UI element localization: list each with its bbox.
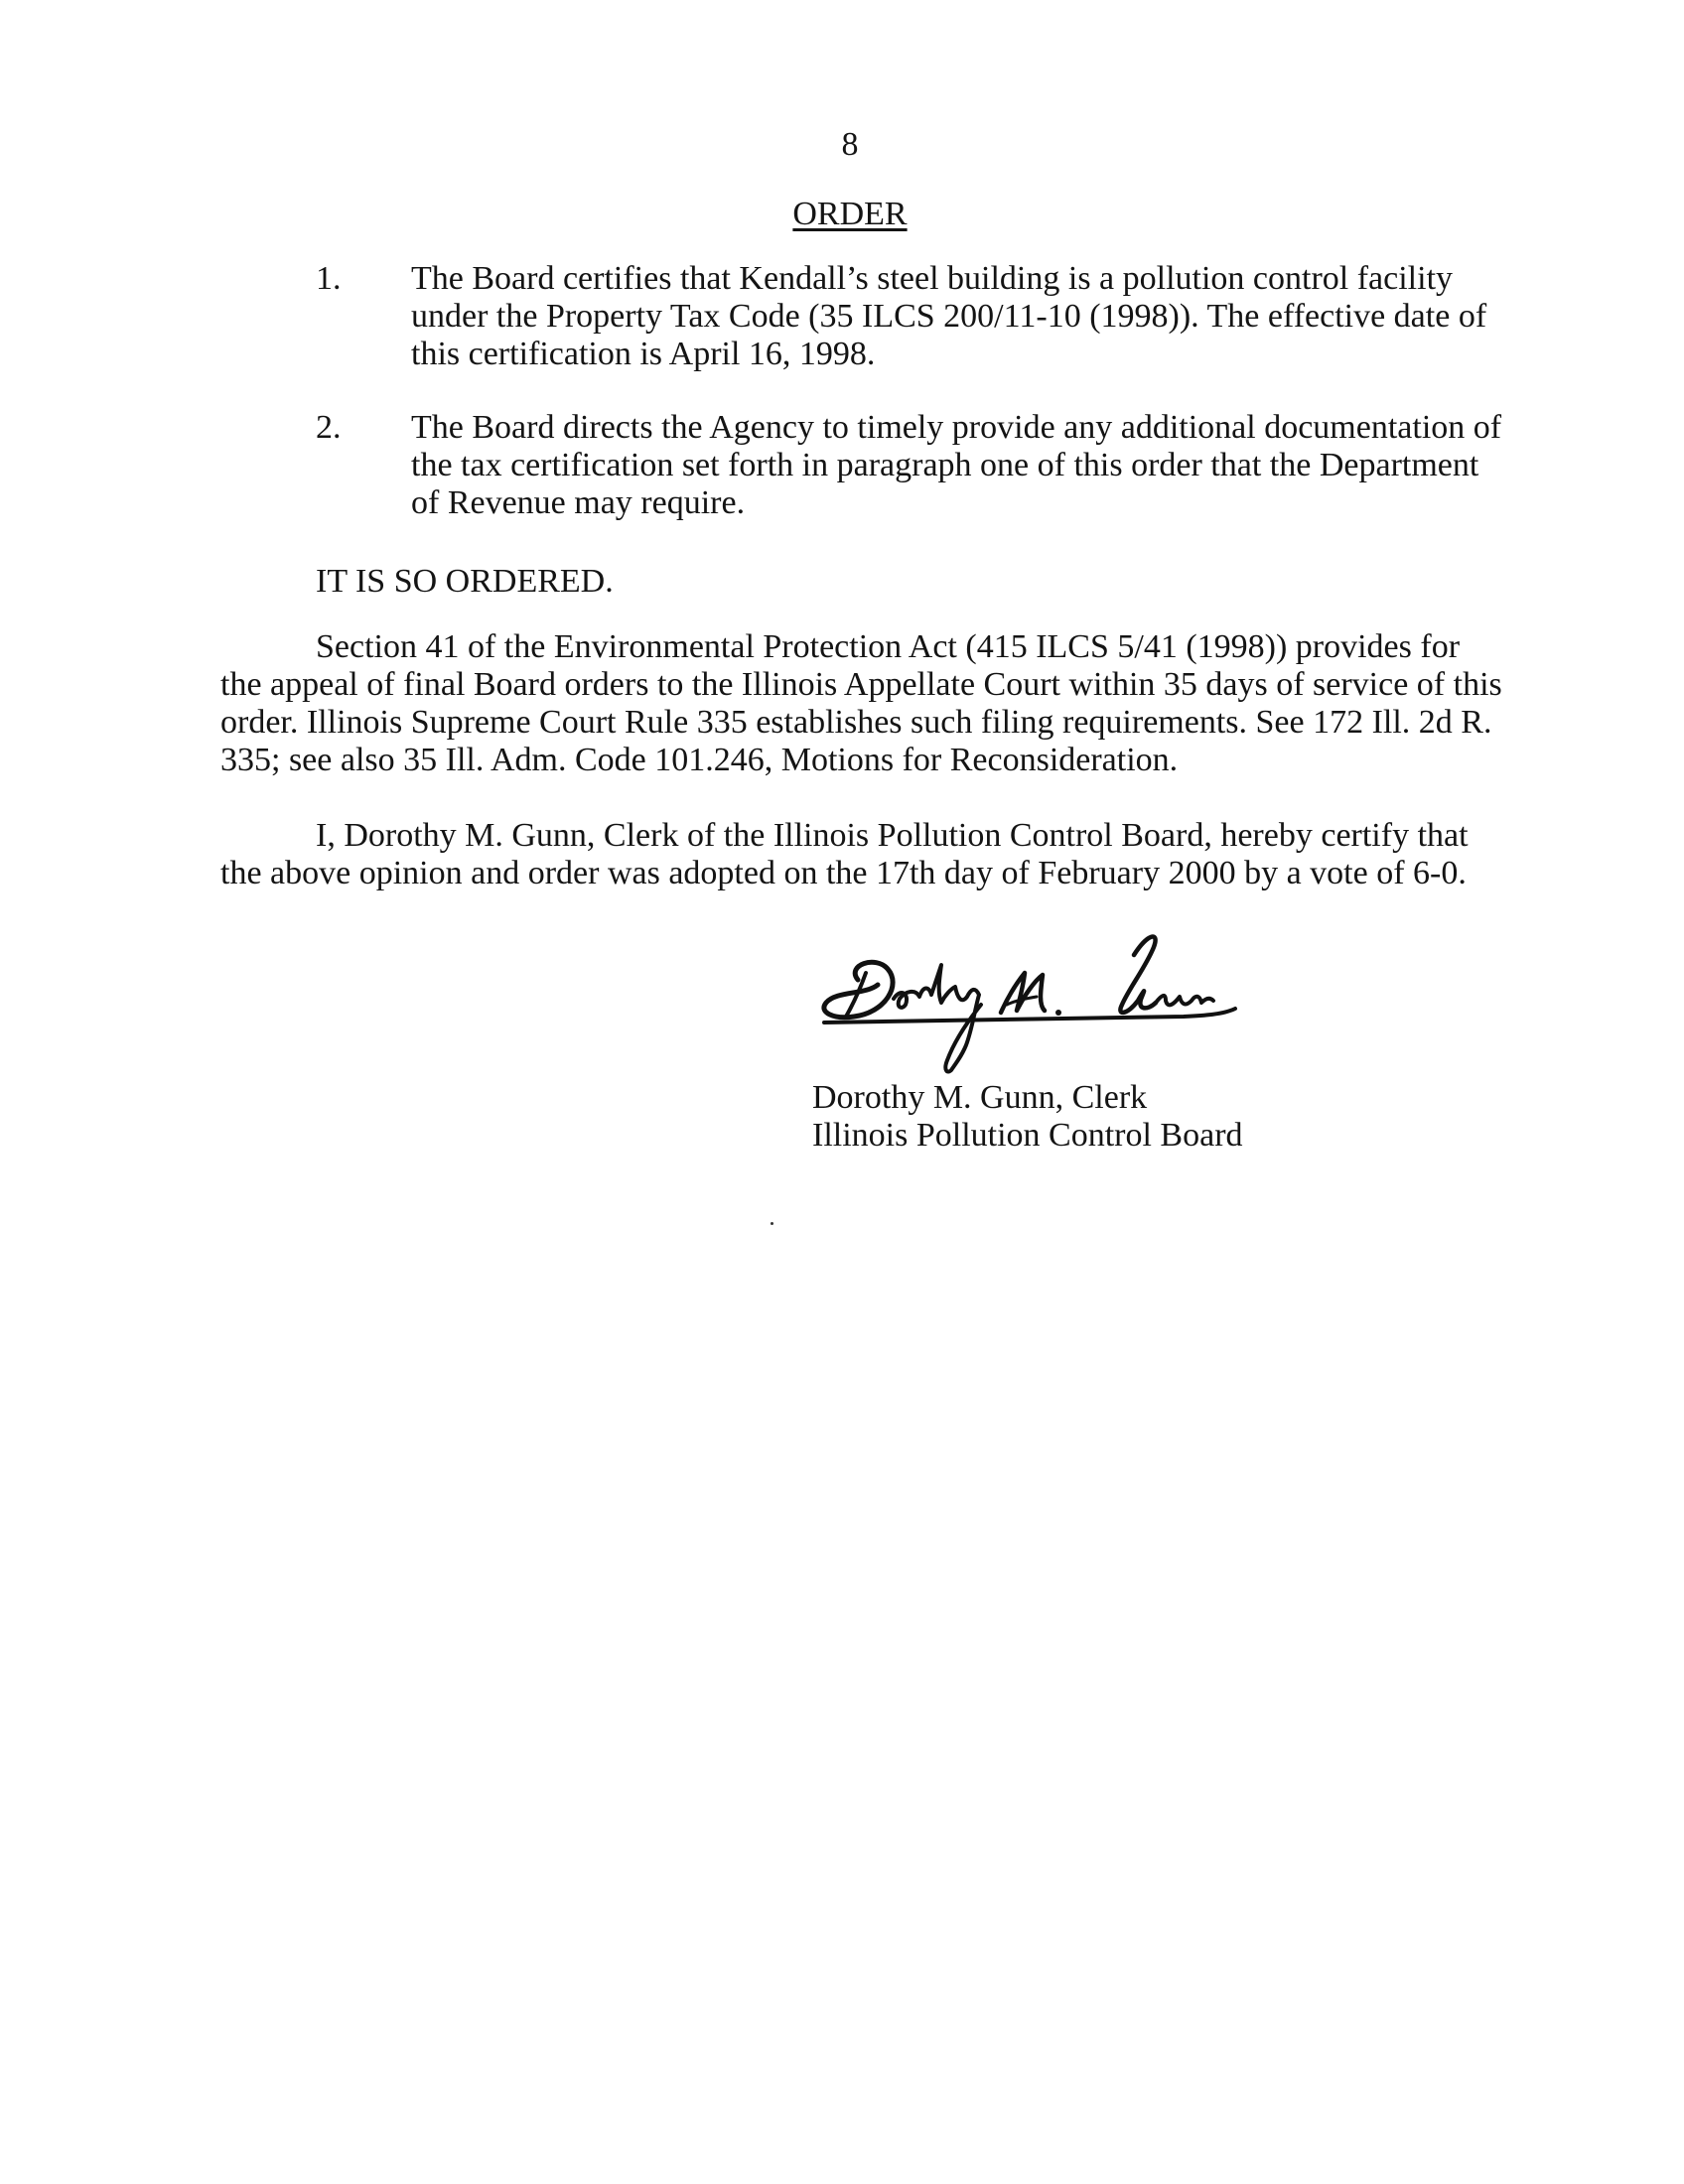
order-item-text: The Board certifies that Kendall’s steel building is a pollution control facility under the Property Tax Code (35 ILCS 200/11-10 (1998)). The effective date of this certification is April 16, 1998. — [411, 260, 1487, 372]
order-item-number: 1. — [316, 260, 342, 297]
order-item-number: 2. — [316, 409, 342, 446]
signature-block — [812, 1079, 1243, 1155]
handwritten-signature — [806, 925, 1263, 1084]
appeal-paragraph: Section 41 of the Environmental Protection Act (415 ILCS 5/41 (1998)) provides for the appeal of final Board orders to the Illinois Appellate Court within 35 days of service of this order. Illinois Supreme Court Rule 335 establishes such filing requirements. See 172 Ill. 2d R. 335; see also 35 Ill. Adm. Code 101.246, Motions for Reconsideration. — [220, 628, 1502, 778]
order-item-text: The Board directs the Agency to timely provide any additional documentation of the tax certification set forth in paragraph one of this order that the Department of Revenue may require. — [411, 409, 1502, 521]
so-ordered-statement: IT IS SO ORDERED. — [316, 563, 614, 600]
signatory-name: Dorothy M. Gunn, Clerk — [812, 1079, 1148, 1116]
order-heading — [0, 196, 1684, 233]
page-number: 8 — [841, 126, 859, 163]
signatory-organization: Illinois Pollution Control Board — [812, 1117, 1243, 1154]
certification-paragraph: I, Dorothy M. Gunn, Clerk of the Illinois Pollution Control Board, hereby certify that the above opinion and order was adopted on the 17th day of February 2000 by a vote of 6-0. — [220, 817, 1469, 891]
stray-mark — [771, 1222, 773, 1225]
order-heading-text: ORDER — [792, 196, 908, 232]
